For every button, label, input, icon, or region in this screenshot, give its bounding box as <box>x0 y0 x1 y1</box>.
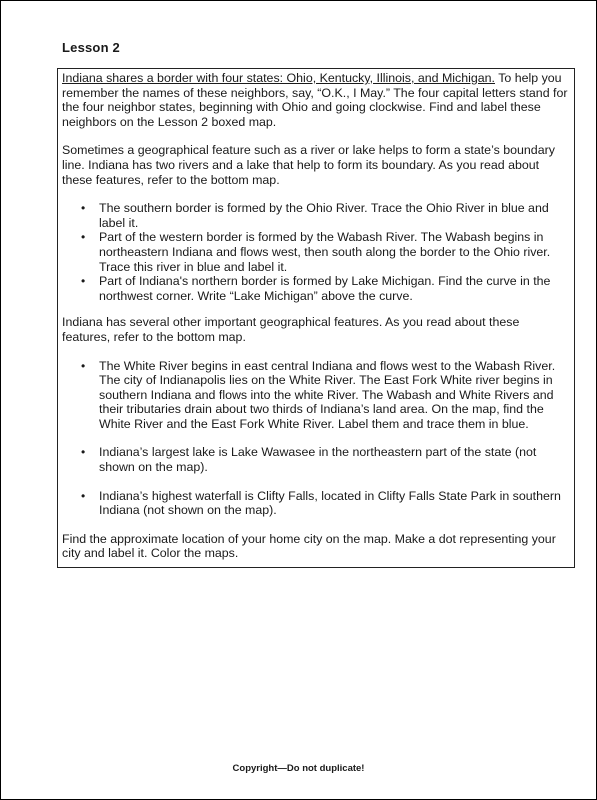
intro-rest-text: To help you remember the names of these neighbors, say, “O.K., I May.” The four capital letters stand for the four neighbor states, beginning with Ohio and going clockwise. Find and label these neighbors on the Lesson 2 boxed map. <box>62 71 568 129</box>
copyright-footer: Copyright—Do not duplicate! <box>232 763 365 774</box>
intro-paragraph <box>62 71 568 129</box>
bullet-wabash-river: • Part of the western border is formed by the Wabash River. The Wabash begins in northeastern Indiana and flows west, then south along the border to the Ohio river. Trace this river in blue and label it. <box>99 230 568 274</box>
bullet-clifty-falls: • Indiana’s highest waterfall is Clifty Falls, located in Clifty Falls State Park in southern Indiana (not shown on the map). <box>99 489 568 518</box>
boundary-bullet-list <box>62 201 568 303</box>
boundary-paragraph: Sometimes a geographical feature such as a river or lake helps to form a state’s boundary line. Indiana has two rivers and a lake that help to form its boundary. As you read about these features, refer to the bottom map. <box>62 143 555 187</box>
intro-underlined-text: Indiana shares a border with four states: Ohio, Kentucky, Illinois, and Michigan. <box>62 71 495 85</box>
bullet-lake-michigan: • Part of Indiana's northern border is formed by Lake Michigan. Find the curve in the northwest corner. Write “Lake Michigan” above the curve. <box>99 274 568 303</box>
bullet-ohio-river: • The southern border is formed by the Ohio River. Trace the Ohio River in blue and label it. <box>99 201 568 230</box>
features-bullet-list <box>62 359 568 518</box>
lesson-title: Lesson 2 <box>62 40 120 55</box>
closing-paragraph: Find the approximate location of your home city on the map. Make a dot representing your city and label it. Color the maps. <box>62 531 556 561</box>
features-paragraph: Indiana has several other important geographical features. As you read about these features, refer to the bottom map. <box>62 315 520 344</box>
bullet-white-river: • The White River begins in east central Indiana and flows west to the Wabash River. The city of Indianapolis lies on the White River. The East Fork White river begins in southern Indiana and flows into the white River. The Wabash and White Rivers and their tributaries drain about two thirds of Indiana’s land area. On the map, find the White River and the East Fork White River. Label them and trace them in blue. <box>99 359 568 432</box>
instructions-box <box>57 68 575 568</box>
bullet-lake-wawasee: • Indiana’s largest lake is Lake Wawasee in the northeastern part of the state (not shown on the map). <box>99 445 568 474</box>
